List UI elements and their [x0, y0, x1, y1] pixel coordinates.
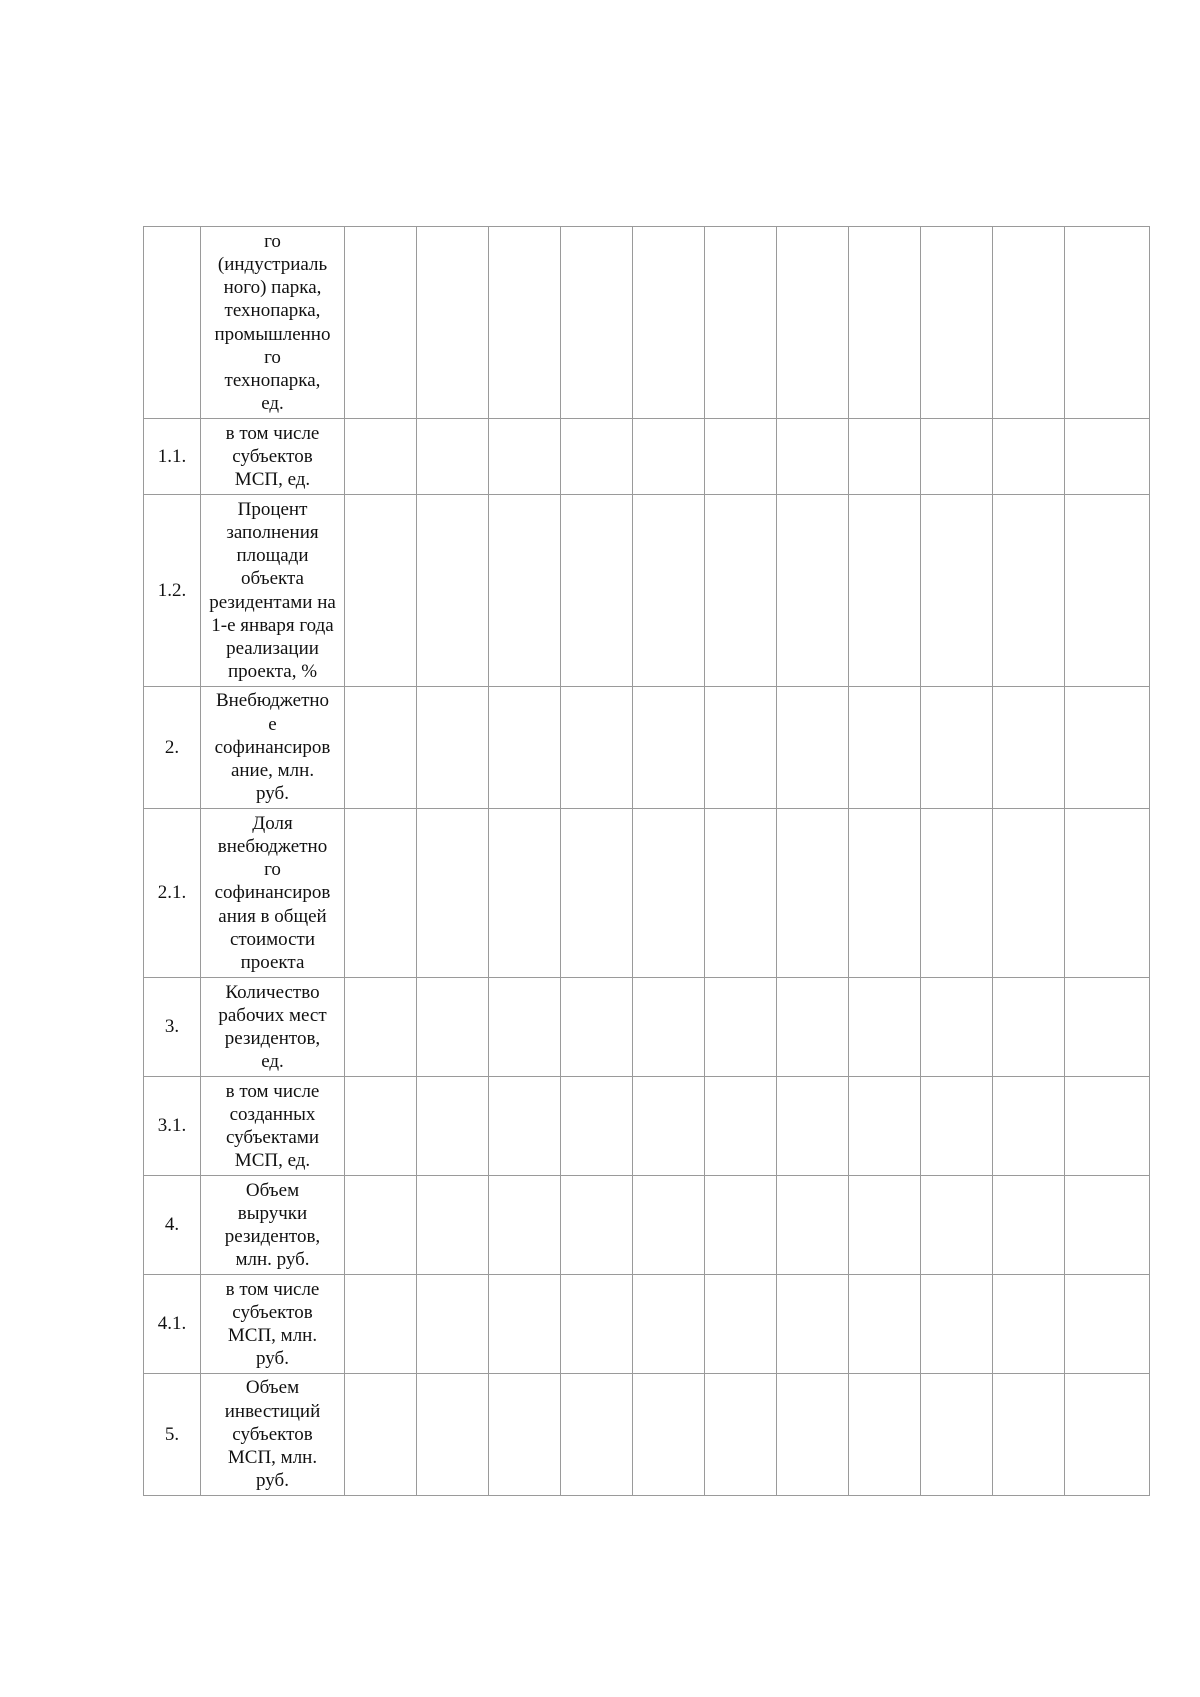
value-cell: [633, 1176, 705, 1275]
indicators-table: [143, 226, 1150, 1496]
value-cell: [489, 1077, 561, 1176]
value-cell: [921, 419, 993, 495]
value-cell: [633, 687, 705, 809]
row-number-cell: 4.1.: [144, 1275, 201, 1374]
value-cell: [345, 419, 417, 495]
value-cell: [489, 687, 561, 809]
value-cell: [921, 1176, 993, 1275]
value-cell: [993, 227, 1065, 419]
value-cell: [1065, 1176, 1150, 1275]
value-cell: [777, 1176, 849, 1275]
value-cell: [777, 978, 849, 1077]
value-cell: [1065, 809, 1150, 978]
value-cell: [849, 1077, 921, 1176]
value-cell: [345, 1077, 417, 1176]
table-row: [144, 978, 1150, 1077]
value-cell: [777, 227, 849, 419]
value-cell: [417, 227, 489, 419]
value-cell: [849, 419, 921, 495]
value-cell: [561, 419, 633, 495]
value-cell: [921, 227, 993, 419]
indicator-label-cell: го (индустриаль ного) парка, технопарка, промышленно го технопарка, ед.: [201, 227, 345, 419]
table-row: [144, 1275, 1150, 1374]
row-number-cell: 1.2.: [144, 495, 201, 687]
table-body: [144, 227, 1150, 1496]
value-cell: [633, 227, 705, 419]
value-cell: [777, 495, 849, 687]
value-cell: [849, 687, 921, 809]
value-cell: [417, 1275, 489, 1374]
value-cell: [345, 227, 417, 419]
value-cell: [777, 419, 849, 495]
value-cell: [345, 687, 417, 809]
value-cell: [633, 1077, 705, 1176]
value-cell: [921, 978, 993, 1077]
value-cell: [705, 978, 777, 1077]
indicator-label-cell: Процент заполнения площади объекта резидентами на 1-е января года реализации проекта, %: [201, 495, 345, 687]
value-cell: [417, 495, 489, 687]
value-cell: [489, 1176, 561, 1275]
row-number-cell: 1.1.: [144, 419, 201, 495]
indicator-label-cell: Объем инвестиций субъектов МСП, млн. руб.: [201, 1374, 345, 1496]
value-cell: [561, 495, 633, 687]
value-cell: [993, 495, 1065, 687]
value-cell: [705, 1374, 777, 1496]
value-cell: [849, 227, 921, 419]
value-cell: [345, 1176, 417, 1275]
table-row: [144, 1176, 1150, 1275]
value-cell: [489, 978, 561, 1077]
value-cell: [417, 809, 489, 978]
row-number-cell: 2.1.: [144, 809, 201, 978]
value-cell: [777, 1374, 849, 1496]
value-cell: [489, 227, 561, 419]
value-cell: [777, 809, 849, 978]
indicator-label-cell: Внебюджетно е софинансиров ание, млн. руб.: [201, 687, 345, 809]
value-cell: [1065, 687, 1150, 809]
value-cell: [633, 495, 705, 687]
table-row: [144, 687, 1150, 809]
table-row: [144, 809, 1150, 978]
value-cell: [345, 495, 417, 687]
indicator-label-cell: в том числе субъектов МСП, млн. руб.: [201, 1275, 345, 1374]
value-cell: [849, 1176, 921, 1275]
row-number-cell: 3.1.: [144, 1077, 201, 1176]
table-row: [144, 1374, 1150, 1496]
value-cell: [993, 687, 1065, 809]
table-row: [144, 1077, 1150, 1176]
value-cell: [561, 1275, 633, 1374]
value-cell: [633, 419, 705, 495]
row-number-cell: 4.: [144, 1176, 201, 1275]
value-cell: [849, 809, 921, 978]
value-cell: [345, 809, 417, 978]
value-cell: [345, 1374, 417, 1496]
value-cell: [849, 1374, 921, 1496]
value-cell: [993, 1077, 1065, 1176]
row-number-cell: 3.: [144, 978, 201, 1077]
value-cell: [489, 1275, 561, 1374]
row-number-cell: 2.: [144, 687, 201, 809]
value-cell: [561, 1077, 633, 1176]
row-number-cell: 5.: [144, 1374, 201, 1496]
value-cell: [705, 1275, 777, 1374]
value-cell: [921, 1374, 993, 1496]
value-cell: [417, 1374, 489, 1496]
value-cell: [633, 978, 705, 1077]
value-cell: [1065, 495, 1150, 687]
value-cell: [561, 809, 633, 978]
value-cell: [417, 419, 489, 495]
table-row: [144, 495, 1150, 687]
value-cell: [489, 809, 561, 978]
value-cell: [561, 1374, 633, 1496]
value-cell: [561, 1176, 633, 1275]
value-cell: [1065, 978, 1150, 1077]
value-cell: [705, 687, 777, 809]
value-cell: [1065, 419, 1150, 495]
value-cell: [489, 419, 561, 495]
value-cell: [1065, 1374, 1150, 1496]
value-cell: [849, 495, 921, 687]
value-cell: [705, 227, 777, 419]
table-row: [144, 419, 1150, 495]
value-cell: [921, 687, 993, 809]
value-cell: [777, 687, 849, 809]
value-cell: [561, 978, 633, 1077]
value-cell: [417, 1176, 489, 1275]
value-cell: [849, 1275, 921, 1374]
value-cell: [921, 1077, 993, 1176]
value-cell: [993, 978, 1065, 1077]
indicator-label-cell: Объем выручки резидентов, млн. руб.: [201, 1176, 345, 1275]
value-cell: [705, 1077, 777, 1176]
value-cell: [417, 1077, 489, 1176]
value-cell: [705, 419, 777, 495]
value-cell: [489, 1374, 561, 1496]
value-cell: [993, 1374, 1065, 1496]
value-cell: [417, 687, 489, 809]
value-cell: [849, 978, 921, 1077]
indicator-label-cell: в том числе субъектов МСП, ед.: [201, 419, 345, 495]
value-cell: [345, 978, 417, 1077]
value-cell: [1065, 1077, 1150, 1176]
value-cell: [993, 1176, 1065, 1275]
value-cell: [633, 1275, 705, 1374]
value-cell: [921, 1275, 993, 1374]
value-cell: [993, 1275, 1065, 1374]
table-row: [144, 227, 1150, 419]
value-cell: [777, 1275, 849, 1374]
value-cell: [1065, 1275, 1150, 1374]
value-cell: [633, 1374, 705, 1496]
indicator-label-cell: в том числе созданных субъектами МСП, ед.: [201, 1077, 345, 1176]
value-cell: [489, 495, 561, 687]
value-cell: [777, 1077, 849, 1176]
indicator-label-cell: Доля внебюджетно го софинансиров ания в общей стоимости проекта: [201, 809, 345, 978]
indicator-label-cell: Количество рабочих мест резидентов, ед.: [201, 978, 345, 1077]
value-cell: [705, 809, 777, 978]
value-cell: [993, 419, 1065, 495]
value-cell: [921, 495, 993, 687]
value-cell: [633, 809, 705, 978]
value-cell: [345, 1275, 417, 1374]
row-number-cell: [144, 227, 201, 419]
value-cell: [417, 978, 489, 1077]
value-cell: [1065, 227, 1150, 419]
value-cell: [921, 809, 993, 978]
value-cell: [705, 495, 777, 687]
value-cell: [993, 809, 1065, 978]
value-cell: [561, 687, 633, 809]
value-cell: [561, 227, 633, 419]
value-cell: [705, 1176, 777, 1275]
